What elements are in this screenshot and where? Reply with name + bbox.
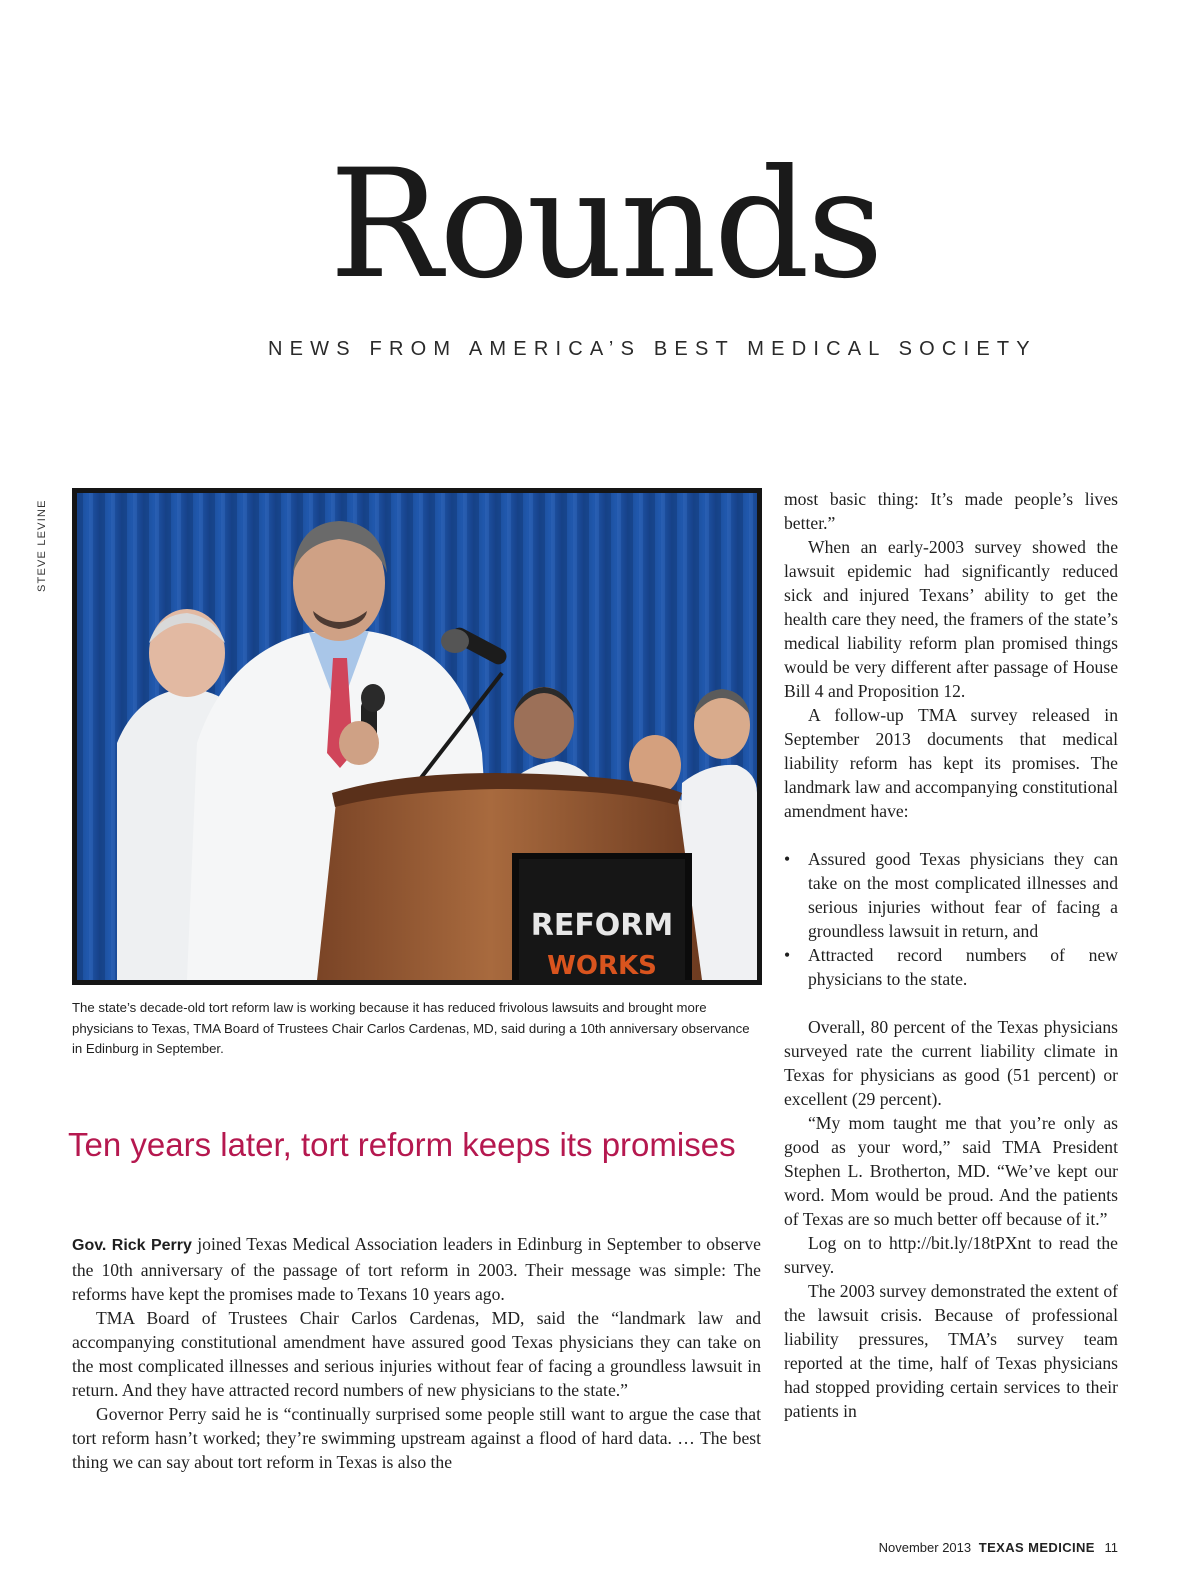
article-paragraph: TMA Board of Trustees Chair Carlos Cardenas, MD, said the “landmark law and accompanying constitutional amendment have assured good Texas physicians they can take on the most complicated illnesses and serious injuries without fear of facing a groundless lawsuit in return. And they have attracted record numbers of new physicians to the state.” [72, 1308, 761, 1400]
article-paragraph: Governor Perry said he is “continually surprised some people still want to argue the case that tort reform hasn’t worked; they’re swimming upstream against a flood of hard data. … The best thing we can say about tort reform in Texas is also the [72, 1404, 761, 1472]
article-headline: Ten years later, tort reform keeps its promises [68, 1126, 736, 1163]
photo-credit: STEVE LEVINE [36, 499, 48, 592]
paragraph-text: joined Texas Medical Association leaders in Edinburg in September to observe the 10th anniversary of the passage of tort reform in 2003. Their message was simple: The reforms have kept the promises made to Texans 10 years ago. [72, 1234, 761, 1304]
list-item: • Attracted record numbers of new physicians to the state. [784, 943, 1118, 991]
sign-line-reform: REFORM [530, 908, 674, 943]
magazine-name: TEXAS MEDICINE [978, 1540, 1095, 1555]
photo-caption: The state’s decade-old tort reform law is working because it has reduced frivolous lawsuits and brought more physicians to Texas, TMA Board of Trustees Chair Carlos Cardenas, MD, said during a 10th anniversary observance in Edinburg in September. [72, 1000, 750, 1056]
article-paragraph: “My mom taught me that you’re only as good as your word,” said TMA President Stephen L. Brotherton, MD. “We’ve kept our word. Mom would be proud. And the patients of Texas are so much better off because of it.” [784, 1113, 1118, 1229]
article-column-right [784, 487, 1118, 1423]
article-paragraph: When an early-2003 survey showed the lawsuit epidemic had significantly reduced sick and injured Texans’ ability to get the health care they need, the framers of the state’s medical liability reform plan promised things would be very different after passage of House Bill 4 and Proposition 12. [784, 537, 1118, 701]
article-paragraph: The 2003 survey demonstrated the extent of the lawsuit crisis. Because of professional liability pressures, TMA’s survey team reported at the time, half of Texas physicians had stopped providing certain services to their patients in [784, 1281, 1118, 1421]
reform-works-sign [512, 853, 692, 980]
article-paragraph: most basic thing: It’s made people’s lives better.” [784, 489, 1118, 533]
lead-name: Gov. Rick Perry [72, 1237, 192, 1254]
photo-illustration [77, 493, 757, 980]
article-paragraph [72, 1232, 761, 1306]
page-number: 11 [1104, 1540, 1118, 1555]
article-paragraph: Log on to http://bit.ly/18tPXnt to read the survey. [784, 1233, 1118, 1277]
article-paragraph: Overall, 80 percent of the Texas physicians surveyed rate the current liability climate in Texas for physicians as good (51 percent) or excellent (29 percent). [784, 1017, 1118, 1109]
list-item: • Assured good Texas physicians they can take on the most complicated illnesses and serious injuries without fear of facing a groundless lawsuit in return, and [784, 847, 1118, 943]
issue-date: November 2013 [878, 1540, 972, 1555]
sign-line-works: WORKS [547, 951, 657, 980]
promise-list [784, 847, 1118, 991]
masthead [0, 138, 1200, 360]
page-footer [860, 1540, 1118, 1555]
article-paragraph: A follow-up TMA survey released in September 2013 documents that medical liability reform has kept its promises. The landmark law and accompanying constitutional amendment have: [784, 705, 1118, 821]
section-tagline: NEWS FROM AMERICA’S BEST MEDICAL SOCIETY [268, 338, 1037, 360]
article-photo [72, 488, 762, 985]
article-column-left [72, 1232, 761, 1474]
section-title: Rounds [329, 138, 881, 312]
